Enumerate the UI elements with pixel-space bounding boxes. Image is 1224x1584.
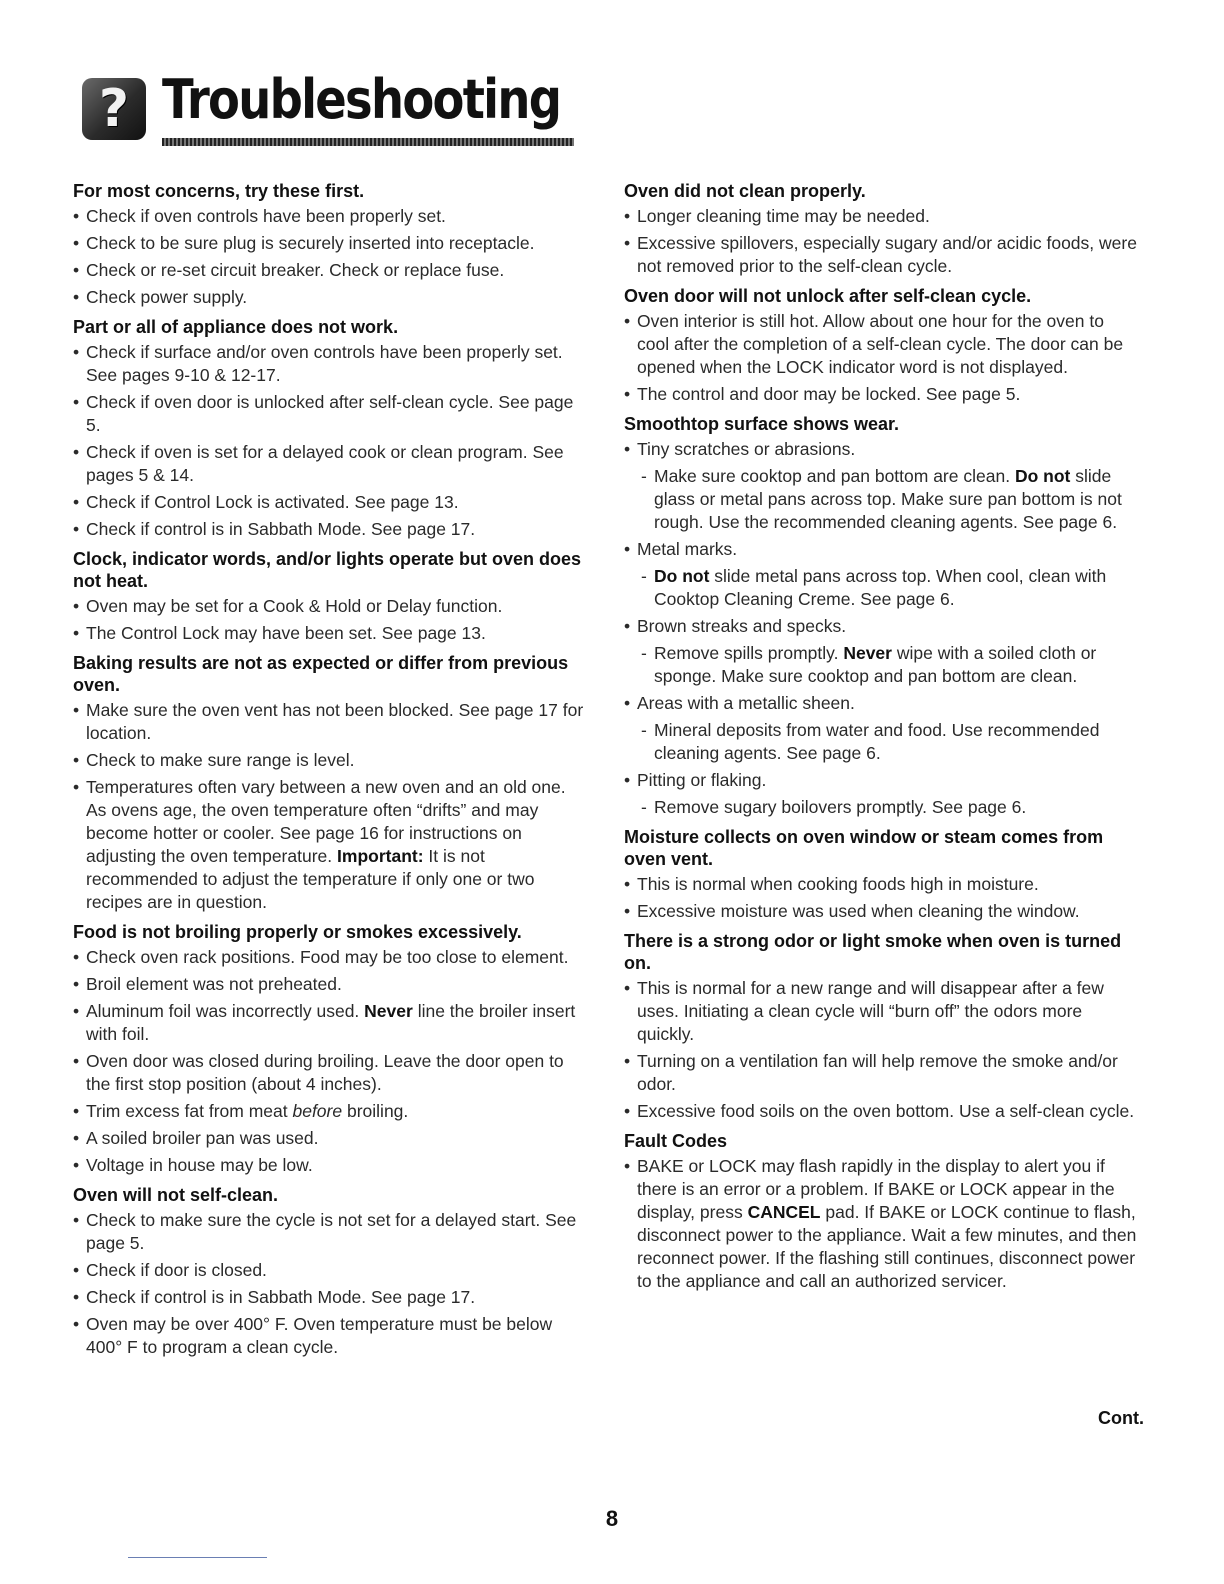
section-moisture [624, 826, 1139, 923]
section-heading: Oven did not clean properly. [624, 181, 866, 201]
list-item: • Check if Control Lock is activated. See page 13. [73, 491, 588, 514]
section-fault-codes [624, 1130, 1139, 1293]
section-heading: Part or all of appliance does not work. [73, 317, 399, 337]
list-item: • This is normal for a new range and will disappear after a few uses. Initiating a clean cycle will “burn off” the odors more quickly. [624, 977, 1139, 1046]
section-smoothtop-wear [624, 413, 1139, 819]
list-item: • Check if control is in Sabbath Mode. See page 17. [73, 518, 588, 541]
page-number: 8 [605, 1506, 619, 1531]
list-item: • Temperatures often vary between a new oven and an old one. As ovens age, the oven temperature often “drifts” and may become hotter or cooler. See page 16 for instructions on adjusting the oven temperature. Important: It is not recommended to adjust the temperature if only one or two recipes are in question. [73, 776, 588, 914]
list-item: • The control and door may be locked. See page 5. [624, 383, 1139, 406]
list-item: • BAKE or LOCK may flash rapidly in the display to alert you if there is an error or a problem. If BAKE or LOCK appear in the display, press CANCEL pad. If BAKE or LOCK continue to flash, disconnect power to the appliance. Wait a few minutes, and then reconnect power. If the flashing still continues, disconnect power to the appliance and call an authorized servicer. [624, 1155, 1139, 1293]
list-item: • A soiled broiler pan was used. [73, 1127, 588, 1150]
list-item: • Check if door is closed. [73, 1259, 588, 1282]
list-item: • Oven door was closed during broiling. Leave the door open to the first stop position (about 4 inches). [73, 1050, 588, 1096]
list-item: • Check if control is in Sabbath Mode. See page 17. [73, 1286, 588, 1309]
sub-list-item: - Make sure cooktop and pan bottom are clean. Do not slide glass or metal pans across top. Make sure pan bottom is not rough. Use the recommended cleaning agents. See page 6. [624, 465, 1139, 534]
list-item: • The Control Lock may have been set. See page 13. [73, 622, 588, 645]
list-item: • Tiny scratches or abrasions. [624, 438, 1139, 461]
list-item: • Oven interior is still hot. Allow about one hour for the oven to cool after the completion of a self-clean cycle. The door can be opened when the LOCK indicator word is not displayed. [624, 310, 1139, 379]
list-item: • Turning on a ventilation fan will help remove the smoke and/or odor. [624, 1050, 1139, 1096]
list-item: • Check to make sure range is level. [73, 749, 588, 772]
section-heading: There is a strong odor or light smoke when oven is turned on. [624, 931, 1122, 973]
footer-rule [128, 1557, 267, 1558]
list-item: • Pitting or flaking. [624, 769, 1139, 792]
list-item: • Brown streaks and specks. [624, 615, 1139, 638]
list-item: • This is normal when cooking foods high in moisture. [624, 873, 1139, 896]
list-item: • Aluminum foil was incorrectly used. Never line the broiler insert with foil. [73, 1000, 588, 1046]
section-heading: Moisture collects on oven window or steam comes from oven vent. [624, 827, 1104, 869]
sub-list-item: - Remove sugary boilovers promptly. See page 6. [624, 796, 1139, 819]
list-item: • Check if oven controls have been properly set. [73, 205, 588, 228]
section-not-self-clean [73, 1184, 588, 1359]
page-header [82, 68, 561, 152]
section-heading: Baking results are not as expected or differ from previous oven. [73, 653, 569, 695]
list-item: • Metal marks. [624, 538, 1139, 561]
right-column [624, 180, 1139, 1300]
section-heading: Food is not broiling properly or smokes excessively. [73, 922, 522, 942]
list-item: • Check if surface and/or oven controls have been properly set. See pages 9-10 & 12-17. [73, 341, 588, 387]
section-baking-results [73, 652, 588, 914]
sub-list-item: - Do not slide metal pans across top. When cool, clean with Cooktop Cleaning Creme. See page 6. [624, 565, 1139, 611]
question-mark-icon: ? [82, 78, 146, 140]
section-heading: For most concerns, try these first. [73, 181, 365, 201]
section-odor-smoke [624, 930, 1139, 1123]
section-door-not-unlock [624, 285, 1139, 406]
list-item: • Check if oven door is unlocked after self-clean cycle. See page 5. [73, 391, 588, 437]
list-item: • Check or re-set circuit breaker. Check or replace fuse. [73, 259, 588, 282]
section-heading: Oven will not self-clean. [73, 1185, 279, 1205]
section-heading: Clock, indicator words, and/or lights operate but oven does not heat. [73, 549, 582, 591]
list-item: • Excessive food soils on the oven bottom. Use a self-clean cycle. [624, 1100, 1139, 1123]
list-item: • Check power supply. [73, 286, 588, 309]
list-item: • Check oven rack positions. Food may be too close to element. [73, 946, 588, 969]
list-item: • Oven may be set for a Cook & Hold or Delay function. [73, 595, 588, 618]
section-heading: Fault Codes [624, 1131, 728, 1151]
left-column [73, 180, 588, 1366]
section-oven-not-heat [73, 548, 588, 645]
page-title: Troubleshooting [162, 68, 561, 131]
sub-list-item: - Remove spills promptly. Never wipe with a soiled cloth or sponge. Make sure cooktop and pan bottom are clean. [624, 642, 1139, 688]
list-item: • Check if oven is set for a delayed cook or clean program. See pages 5 & 14. [73, 441, 588, 487]
section-heading: Smoothtop surface shows wear. [624, 414, 900, 434]
list-item: • Excessive spillovers, especially sugary and/or acidic foods, were not removed prior to the self-clean cycle. [624, 232, 1139, 278]
section-food-not-broiling [73, 921, 588, 1177]
section-heading: Oven door will not unlock after self-clean cycle. [624, 286, 1032, 306]
list-item: • Voltage in house may be low. [73, 1154, 588, 1177]
list-item: • Check to be sure plug is securely inserted into receptacle. [73, 232, 588, 255]
section-appliance-not-work [73, 316, 588, 541]
list-item: • Make sure the oven vent has not been blocked. See page 17 for location. [73, 699, 588, 745]
list-item: • Broil element was not preheated. [73, 973, 588, 996]
continued-label: Cont. [1098, 1408, 1144, 1428]
list-item: • Longer cleaning time may be needed. [624, 205, 1139, 228]
list-item: • Check to make sure the cycle is not set for a delayed start. See page 5. [73, 1209, 588, 1255]
title-underline [162, 138, 574, 146]
section-not-clean-properly [624, 180, 1139, 278]
list-item: • Areas with a metallic sheen. [624, 692, 1139, 715]
list-item: • Trim excess fat from meat before broiling. [73, 1100, 588, 1123]
section-most-concerns [73, 180, 588, 309]
list-item: • Oven may be over 400° F. Oven temperature must be below 400° F to program a clean cycle. [73, 1313, 588, 1359]
sub-list-item: - Mineral deposits from water and food. Use recommended cleaning agents. See page 6. [624, 719, 1139, 765]
list-item: • Excessive moisture was used when cleaning the window. [624, 900, 1139, 923]
